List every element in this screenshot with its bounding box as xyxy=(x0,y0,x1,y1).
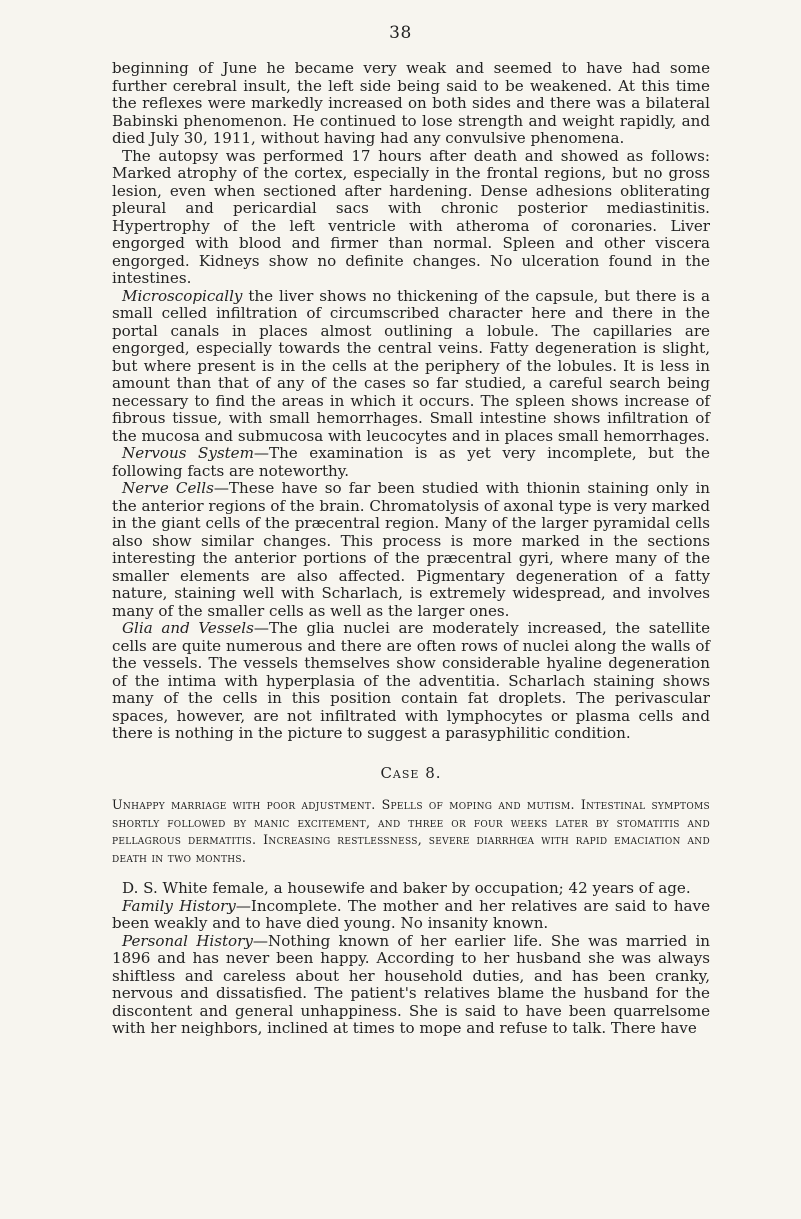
paragraph-lead: Family History xyxy=(122,896,236,915)
paragraph-lead: Personal History xyxy=(122,931,253,950)
paragraph-text: beginning of June he became very weak and seemed to have had some further cerebral insult, the left side being said to be weakened. At this time the reflexes were markedly increased on both sides and there was a bilateral Babinski phenomenon. He continued to lose strength and weight rapidly, and died July 30, 1911, without having had any convulsive phenomena. xyxy=(112,59,710,147)
paragraph xyxy=(112,60,710,148)
paragraph-lead: Nerve Cells xyxy=(122,479,214,497)
paragraph xyxy=(112,288,710,446)
paragraph-text: D. S. White female, a housewife and baker by occupation; 42 years of age. xyxy=(122,879,691,897)
paragraph-text: —Incomplete. The mother and her relatives are said to have been weakly and to have died young. No insanity known. xyxy=(112,896,710,932)
case-title: Case 8. xyxy=(380,763,442,782)
paragraph xyxy=(112,480,710,620)
page-number: 38 xyxy=(389,23,412,43)
paragraph-lead: Microscopically xyxy=(122,286,243,305)
paragraph xyxy=(112,880,710,898)
paragraph xyxy=(112,148,710,288)
paragraph-text: —These have so far been studied with thionin staining only in the anterior regions of the brain. Chromatolysis of axonal type is very marked in the giant cells of the præcentral region. Many of the larger pyramidal cells also show similar changes. This process is more marked in the sections interesting the anterior portions of the præcentral gyri, where many of the smaller elements are also affected. Pigmentary degeneration of a fatty nature, staining well with Scharlach, is extremely widespread, and involves many of the smaller cells as well as the larger ones. xyxy=(112,479,710,620)
paragraph xyxy=(112,445,710,480)
paragraph-text: the liver shows no thickening of the capsule, but there is a small celled infiltration of circumscribed character here and there in the portal canals in places almost outlining a lobule. The capillaries are engorged, especially towards the central veins. Fatty degeneration is slight, but where present is in the cells at the periphery of the lobules. It is less in amount than that of any of the cases so far studied, a careful search being necessary to find the areas in which it occurs. The spleen shows increase of fibrous tissue, with small hemorrhages. Small intestine shows infiltration of the mucosa and submucosa with leucocytes and in places small hemorrhages. xyxy=(112,286,710,445)
page-body xyxy=(112,60,710,1038)
paragraph-text: —The examination is as yet very incomplete, but the following facts are noteworthy. xyxy=(112,444,710,480)
paragraph-text: —Nothing known of her earlier life. She was married in 1896 and has never been happy. According to her husband she was always shiftless and careless about her household duties, and has been cranky, nervous and dissatisfied. The patient's relatives blame the husband for the discontent and general unhappiness. She is said to have been quarrelsome with her neighbors, inclined at times to mope and refuse to talk. There have xyxy=(112,931,710,1037)
paragraph xyxy=(112,933,710,1038)
paragraph-text: The autopsy was performed 17 hours after death and showed as follows: Marked atrophy of the cortex, especially in the frontal regions, but no gross lesion, even when sectioned after hardening. Dense adhesions obliterating pleural and pericardial sacs with chronic posterior mediastinitis. Hypertrophy of the left ventricle with atheroma of coronaries. Liver engorged with blood and firmer than normal. Spleen and other viscera engorged. Kidneys show no definite changes. No ulceration found in the intestines. xyxy=(112,146,710,287)
paragraph-text: —The glia nuclei are moderately increased, the satellite cells are quite numerous and there are often rows of nuclei along the walls of the vessels. The vessels themselves show considerable hyaline degeneration of the intima with hyperplasia of the adventitia. Scharlach staining shows many of the cells in this position contain fat droplets. The perivascular spaces, however, are not infiltrated with lymphocytes or plasma cells and there is nothing in the picture to suggest a parasyphilitic condition. xyxy=(112,619,710,742)
paragraph-lead: Glia and Vessels xyxy=(122,619,254,637)
paragraph xyxy=(112,898,710,933)
case-summary: Unhappy marriage with poor adjustment. Spells of moping and mutism. Intestinal symptoms shortly followed by manic excitement, and three or four weeks later by stomatitis and pellagrous dermatitis. Increasing restlessness, severe diarrhœa with rapid emaciation and death in two months. xyxy=(112,797,710,865)
paragraph-lead: Nervous System xyxy=(122,444,254,462)
paragraph xyxy=(112,620,710,743)
